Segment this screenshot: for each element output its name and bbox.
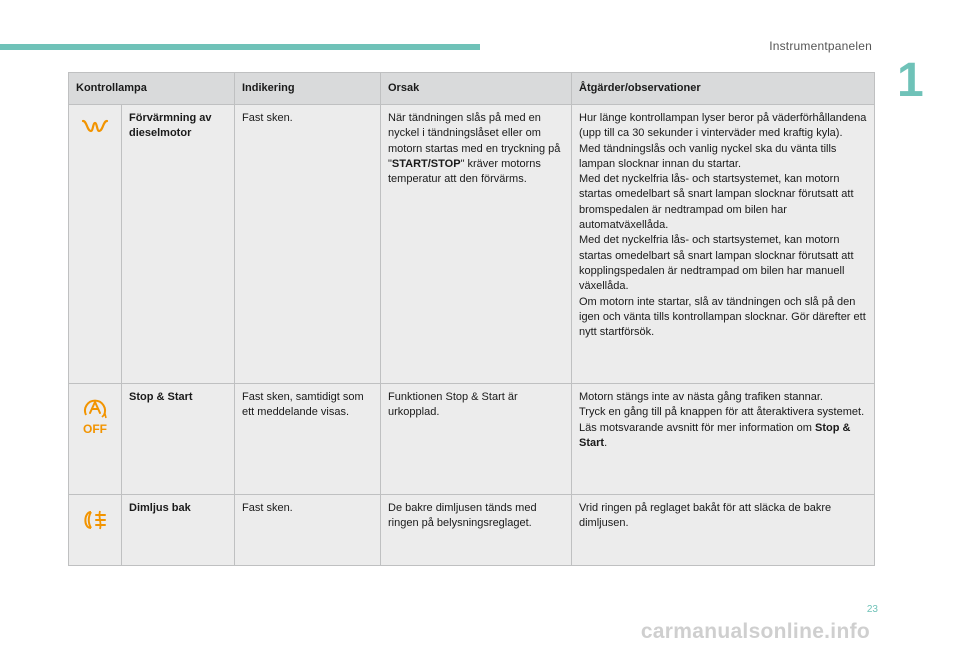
header-accent-bar: [0, 44, 480, 50]
table-row: [69, 105, 875, 384]
action-text: Motorn stängs inte av nästa gång trafiken stannar. Tryck en gång till på knappen för att återaktivera systemet. Läs motsvarande avsnitt för mer information om Stop & Start.: [572, 384, 875, 495]
column-header-indikering: Indikering: [235, 73, 381, 105]
action-text: Hur länge kontrollampan lyser beror på väderförhållandena (upp till ca 30 sekunder i vinterväder med kraftig kyla). Med tändningslås och vanlig nyckel ska du vänta tills lampan slocknar innan du startar. Med det nyckelfria lås- och startsystemet, kan motorn startas omedelbart så snart lampan slocknar förutsatt att bromspedalen är nedtrampad om bilen har automatväxellåda. Med det nyckelfria lås- och startsystemet, kan motorn startas omedelbart så snart lampan slocknar förutsatt att kopplingspedalen är nedtrampad om bilen har manuell växellåda. Om motorn inte startar, slå av tändningen och slå på den igen och vänta tills kontrollampan slocknar. Gör därefter ett nytt startförsök.: [572, 105, 875, 384]
indicator-table: [68, 72, 875, 566]
section-title: Instrumentpanelen: [769, 39, 872, 53]
indication-text: Fast sken, samtidigt som ett meddelande visas.: [235, 384, 381, 495]
action-text: Vrid ringen på reglaget bakåt för att släcka de bakre dimljusen.: [572, 495, 875, 566]
glow-plug-icon: [80, 117, 110, 140]
cause-text: De bakre dimljusen tänds med ringen på belysningsreglaget.: [381, 495, 572, 566]
table-row: [69, 495, 875, 566]
cause-text: Funktionen Stop & Start är urkopplad.: [381, 384, 572, 495]
indicator-name: Dimljus bak: [122, 495, 235, 566]
page-number: 23: [866, 604, 878, 615]
column-header-orsak: Orsak: [381, 73, 572, 105]
indicator-name: Förvärmning av dieselmotor: [122, 105, 235, 384]
icon-cell: [69, 105, 122, 384]
rear-fog-light-icon: [79, 509, 111, 536]
off-label: OFF: [83, 422, 107, 436]
stop-start-off-icon: [78, 396, 112, 441]
column-header-kontrollampa: Kontrollampa: [69, 73, 235, 105]
icon-cell: [69, 384, 122, 495]
stop-start-label: Stop & Start: [579, 421, 851, 449]
indication-text: Fast sken.: [235, 495, 381, 566]
start-stop-label: START/STOP: [391, 157, 461, 170]
watermark-text: carmanualsonline.info: [640, 620, 870, 643]
chapter-number: 1: [897, 54, 924, 107]
indication-text: Fast sken.: [235, 105, 381, 384]
cause-text: När tändningen slås på med en nyckel i tändningslåset eller om motorn startas med en tryckning på "START/STOP" kräver motorns temperatur att den förvärms.: [381, 105, 572, 384]
column-header-atgarder: Åtgärder/observationer: [572, 73, 875, 105]
table-row: [69, 384, 875, 495]
icon-cell: [69, 495, 122, 566]
indicator-name: Stop & Start: [122, 384, 235, 495]
table-header-row: [69, 73, 875, 105]
